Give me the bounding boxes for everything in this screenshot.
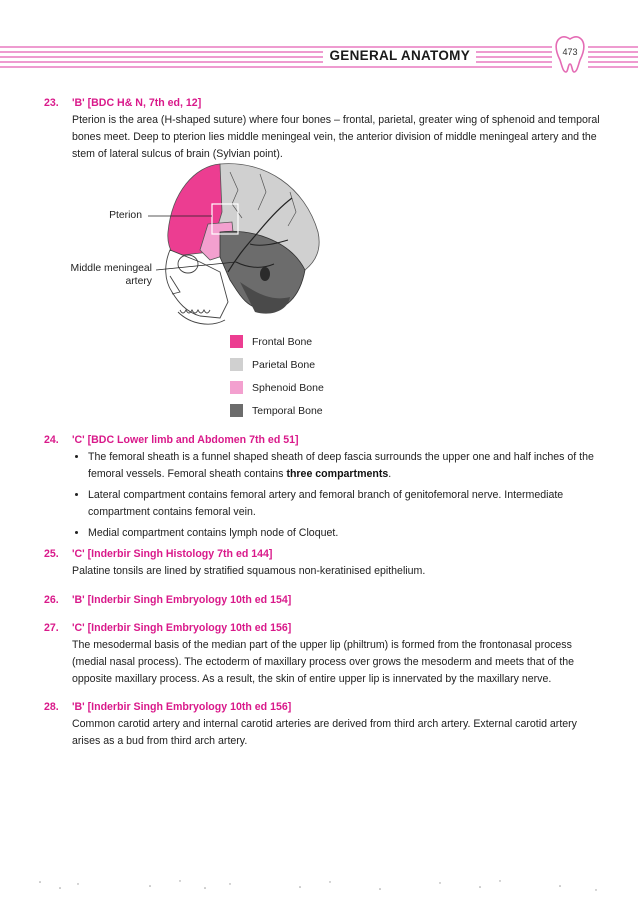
page-number: 473 (562, 47, 578, 57)
legend-item-parietal (230, 353, 324, 376)
answer-reference: 'C' [Inderbir Singh Histology 7th ed 144] (72, 548, 273, 560)
bullet-bold-text: three compartments (286, 468, 389, 480)
legend-item-temporal (230, 399, 324, 422)
question-25 (44, 546, 604, 580)
legend-swatch (230, 358, 243, 371)
answer-reference: 'B' [Inderbir Singh Embryology 10th ed 154] (72, 594, 292, 606)
header-stripe (0, 66, 552, 68)
legend-item-frontal (230, 330, 324, 353)
question-number: 26. (44, 594, 59, 606)
scan-specks (0, 878, 638, 894)
header-stripe (588, 61, 638, 63)
question-27 (44, 620, 604, 688)
question-number: 25. (44, 548, 59, 560)
legend-swatch (230, 335, 243, 348)
answer-heading (44, 546, 604, 563)
pterion-label: Pterion (109, 210, 142, 221)
header-band (0, 46, 638, 72)
bullet-list (44, 449, 604, 542)
answer-text: Pterion is the area (H-shaped suture) where four bones – frontal, parietal, greater wing of sphenoid and temporal bones meet. Deep to pterion lies middle meningeal vein, the anterior division of middle meningeal artery and the stem of lateral sulcus of brain (Sylvian point). (72, 114, 600, 160)
question-number: 23. (44, 97, 59, 109)
legend-label: Sphenoid Bone (252, 381, 324, 394)
legend-swatch (230, 381, 243, 394)
skull-illustration (60, 152, 360, 332)
header-stripe (588, 56, 638, 58)
legend-swatch (230, 404, 243, 417)
bullet-item (88, 449, 604, 483)
bullet-item (88, 525, 604, 542)
answer-text: Common carotid artery and internal carotid arteries are derived from third arch artery. External carotid artery arises as a bud from third arch artery. (72, 718, 577, 747)
bone-legend (230, 330, 324, 422)
question-number: 28. (44, 701, 59, 713)
bullet-text: Lateral compartment contains femoral artery and femoral branch of genitofemoral nerve. Intermediate compartment contains femoral vein. (88, 489, 564, 518)
skull-figure (60, 152, 360, 332)
middle-meningeal-label (60, 262, 152, 288)
legend-label: Frontal Bone (252, 335, 313, 348)
header-stripe (588, 66, 638, 68)
bullet-item (88, 487, 604, 521)
header-stripe (588, 46, 638, 48)
answer-heading (44, 95, 604, 112)
question-26 (44, 592, 604, 609)
header-stripe (588, 51, 638, 53)
chapter-title: GENERAL ANATOMY (323, 48, 476, 63)
middle-meningeal-label-line1: Middle meningeal (70, 263, 152, 274)
answer-heading (44, 699, 604, 716)
bullet-text: Medial compartment contains lymph node of Cloquet. (88, 527, 339, 539)
middle-meningeal-label-line2: artery (125, 276, 152, 287)
answer-reference: 'C' [Inderbir Singh Embryology 10th ed 156] (72, 622, 292, 634)
answer-heading (44, 432, 604, 449)
legend-label: Temporal Bone (252, 404, 323, 417)
answer-reference: 'C' [BDC Lower limb and Abdomen 7th ed 51] (72, 434, 299, 446)
answer-heading (44, 592, 604, 609)
question-number: 27. (44, 622, 59, 634)
answer-text: The mesodermal basis of the median part of the upper lip (philtrum) is formed from the frontonasal process (medial nasal process). The ectoderm of maxillary process over grows the mesoderm and meets that of the opposite maxillary process. As a result, the skin of entire upper lip is innervated by the maxillary nerve. (72, 639, 575, 685)
question-number: 24. (44, 434, 59, 446)
answer-text: Palatine tonsils are lined by stratified squamous non-keratinised epithelium. (72, 565, 426, 577)
question-28 (44, 699, 604, 750)
legend-item-sphenoid (230, 376, 324, 399)
legend-label: Parietal Bone (252, 358, 316, 371)
answer-reference: 'B' [BDC H& N, 7th ed, 12] (72, 97, 202, 109)
question-24 (44, 432, 604, 546)
bullet-text: The femoral sheath is a funnel shaped sheath of deep fascia surrounds the upper one and half inches of the femoral vessels. Femoral sheath contains (88, 451, 594, 480)
answer-reference: 'B' [Inderbir Singh Embryology 10th ed 156] (72, 701, 292, 713)
bullet-text-end: . (388, 468, 392, 480)
answer-heading (44, 620, 604, 637)
